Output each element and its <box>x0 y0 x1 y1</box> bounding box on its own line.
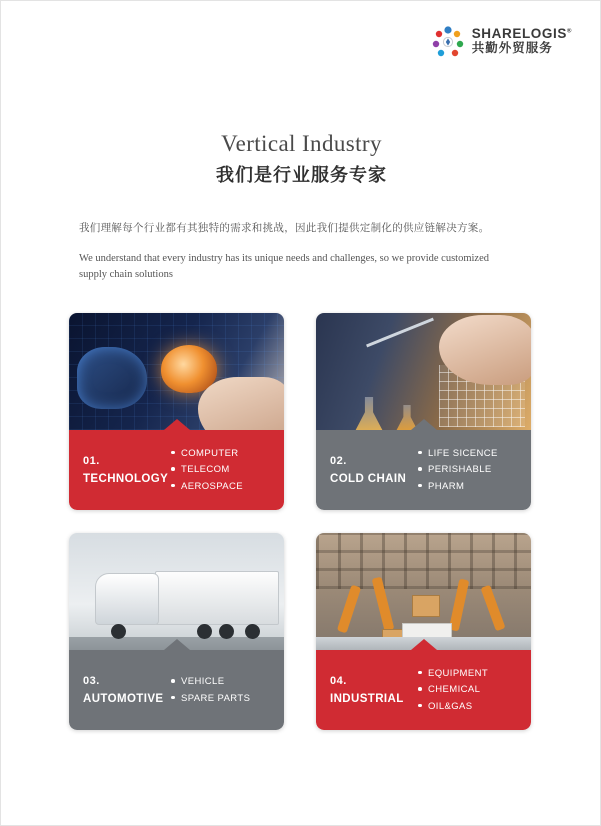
sharelogis-logo-icon <box>430 23 466 59</box>
card-number: 01. <box>83 455 100 467</box>
list-item: AEROSPACE <box>171 478 274 495</box>
list-item: PERISHABLE <box>418 462 521 479</box>
band-notch-icon <box>164 419 190 430</box>
band-notch-icon <box>411 419 437 430</box>
brand-wordmark <box>472 27 572 55</box>
industry-card-cold-chain[interactable] <box>316 313 531 510</box>
card-title: TECHNOLOGY <box>83 473 169 485</box>
industry-card-industrial[interactable] <box>316 533 531 730</box>
band-notch-icon <box>164 639 190 650</box>
list-item: LIFE SICENCE <box>418 445 521 462</box>
list-item: TELECOM <box>171 462 274 479</box>
brand-logo <box>430 23 572 59</box>
list-item: OIL&GAS <box>418 698 521 715</box>
page-title-en: Vertical Industry <box>221 131 382 156</box>
card-item-list-cold-chain <box>418 445 521 495</box>
brand-name-en: SHARELOGIS® <box>471 25 572 41</box>
card-band-technology <box>69 430 284 510</box>
list-item: EQUIPMENT <box>418 665 521 682</box>
card-band-cold-chain <box>316 430 531 510</box>
brand-trademark: ® <box>566 28 572 35</box>
list-item: COMPUTER <box>171 445 274 462</box>
card-item-list-technology <box>171 445 274 495</box>
card-number: 04. <box>330 675 347 687</box>
card-number: 03. <box>83 675 100 687</box>
card-title: INDUSTRIAL <box>330 693 404 705</box>
band-notch-icon <box>411 639 437 650</box>
list-item: SPARE PARTS <box>171 690 274 707</box>
page-title-cn: 我们是行业服务专家 <box>216 165 387 185</box>
industry-card-technology[interactable] <box>69 313 284 510</box>
card-title: AUTOMOTIVE <box>83 693 164 705</box>
description-cn: 我们理解每个行业都有其独特的需求和挑战，因此我们提供定制化的供应链解决方案。 <box>79 222 490 234</box>
card-number: 02. <box>330 455 347 467</box>
card-heading-technology <box>83 455 171 485</box>
list-item: PHARM <box>418 478 521 495</box>
description-en: We understand that every industry has its unique needs and challenges, so we provide customized supply chain solutions <box>79 253 490 280</box>
industry-card-automotive[interactable] <box>69 533 284 730</box>
card-item-list-industrial <box>418 665 521 715</box>
card-band-automotive <box>69 650 284 730</box>
card-heading-automotive <box>83 675 171 705</box>
card-heading-industrial <box>330 675 418 705</box>
card-title: COLD CHAIN <box>330 473 407 485</box>
list-item: CHEMICAL <box>418 682 521 699</box>
card-item-list-automotive <box>171 674 274 707</box>
brand-name-cn: 共勤外贸服务 <box>471 41 553 56</box>
card-heading-cold-chain <box>330 455 418 485</box>
list-item: VEHICLE <box>171 674 274 691</box>
card-band-industrial <box>316 650 531 730</box>
